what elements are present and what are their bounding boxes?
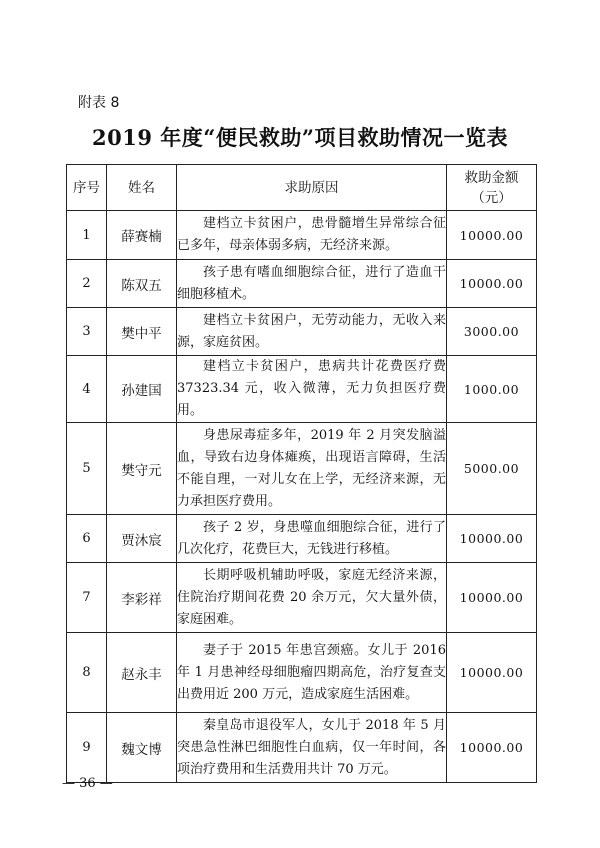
column-header-amount: 救助金额（元） <box>447 165 537 211</box>
table-row <box>67 563 537 633</box>
relief-table <box>66 164 537 783</box>
relief-reason: 妻子于 2015 年患宫颈癌。女儿于 2016 年 1 月患神经母细胞瘤四期高危，治疗复查支出费用近 200 万元，造成家庭生活困难。 <box>177 633 447 713</box>
relief-reason: 秦皇岛市退役军人，女儿于 2018 年 5 月突患急性淋巴细胞性白血病，仅一年时间，各项治疗费用和生活费用共计 70 万元。 <box>177 713 447 783</box>
column-header-reason: 求助原因 <box>177 165 447 211</box>
page-title: 2019 年度“便民救助”项目救助情况一览表 <box>92 125 508 150</box>
column-header-name: 姓名 <box>107 165 177 211</box>
table-row <box>67 713 537 783</box>
recipient-name: 孙建国 <box>107 356 177 423</box>
recipient-name: 樊守元 <box>107 423 177 515</box>
table-row <box>67 515 537 563</box>
relief-amount: 1000.00 <box>447 356 537 423</box>
table-row <box>67 260 537 308</box>
recipient-name: 陈双五 <box>107 260 177 308</box>
row-number: 7 <box>67 563 107 633</box>
row-number: 3 <box>67 308 107 356</box>
recipient-name: 薛赛楠 <box>107 211 177 260</box>
relief-amount: 3000.00 <box>447 308 537 356</box>
relief-amount: 10000.00 <box>447 713 537 783</box>
table-header-row <box>67 165 537 211</box>
attachment-label: 附表 8 <box>78 95 120 111</box>
relief-reason: 孩子患有嗜血细胞综合征，进行了造血干细胞移植术。 <box>177 260 447 308</box>
relief-amount: 10000.00 <box>447 563 537 633</box>
relief-amount: 10000.00 <box>447 211 537 260</box>
recipient-name: 李彩祥 <box>107 563 177 633</box>
relief-reason: 长期呼吸机辅助呼吸，家庭无经济来源，住院治疗期间花费 20 余万元，欠大量外债，家庭困难。 <box>177 563 447 633</box>
relief-reason: 建档立卡贫困户，无劳动能力，无收入来源，家庭贫困。 <box>177 308 447 356</box>
column-header-number: 序号 <box>67 165 107 211</box>
relief-amount: 10000.00 <box>447 515 537 563</box>
table-row <box>67 423 537 515</box>
table-row <box>67 308 537 356</box>
page-number: — 36 — <box>62 776 113 791</box>
row-number: 6 <box>67 515 107 563</box>
relief-reason: 孩子 2 岁，身患噬血细胞综合征，进行了几次化疗，花费巨大，无钱进行移植。 <box>177 515 447 563</box>
relief-reason: 身患尿毒症多年，2019 年 2 月突发脑溢血，导致右边身体瘫痪，出现语言障碍，生活不能自理，一对儿女在上学，无经济来源，无力承担医疗费用。 <box>177 423 447 515</box>
recipient-name: 赵永丰 <box>107 633 177 713</box>
relief-reason: 建档立卡贫困户，患病共计花费医疗费 37323.34 元，收入微薄，无力负担医疗费用。 <box>177 356 447 423</box>
row-number: 1 <box>67 211 107 260</box>
row-number: 4 <box>67 356 107 423</box>
recipient-name: 魏文博 <box>107 713 177 783</box>
table-row <box>67 211 537 260</box>
recipient-name: 樊中平 <box>107 308 177 356</box>
table-row <box>67 356 537 423</box>
row-number: 5 <box>67 423 107 515</box>
table-row <box>67 633 537 713</box>
relief-reason: 建档立卡贫困户，患骨髓增生异常综合征已多年，母亲体弱多病，无经济来源。 <box>177 211 447 260</box>
row-number: 2 <box>67 260 107 308</box>
row-number: 9 <box>67 713 107 783</box>
relief-amount: 5000.00 <box>447 423 537 515</box>
relief-amount: 10000.00 <box>447 260 537 308</box>
relief-amount: 10000.00 <box>447 633 537 713</box>
row-number: 8 <box>67 633 107 713</box>
recipient-name: 贾沐宸 <box>107 515 177 563</box>
